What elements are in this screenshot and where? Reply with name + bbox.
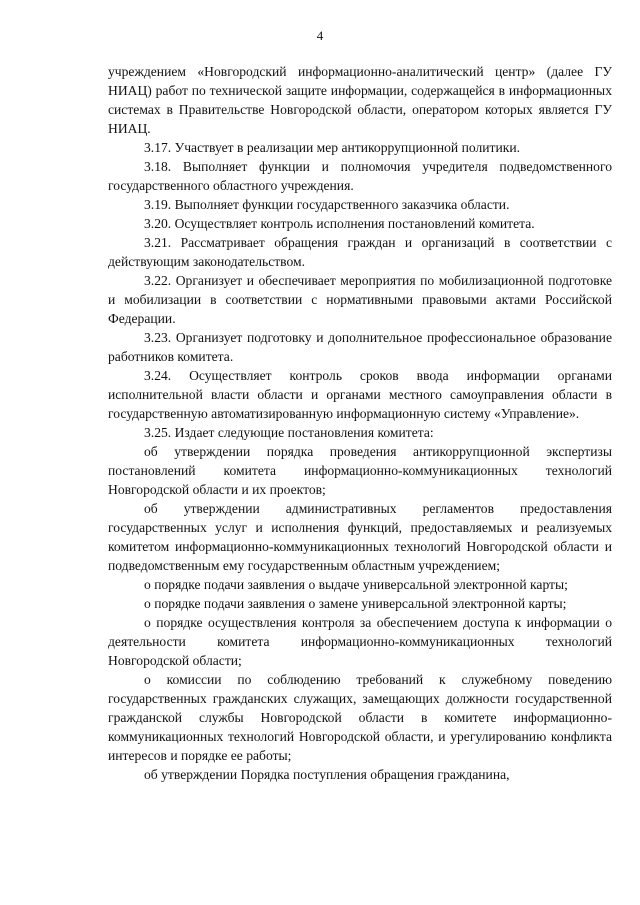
- paragraph-3-22: 3.22. Организует и обеспечивает мероприятия по мобилизационной подготовке и мобилизации в соответствии с нормативными правовыми актами Российской Федерации.: [108, 273, 612, 326]
- paragraph-3-19: 3.19. Выполняет функции государственного заказчика области.: [144, 197, 510, 212]
- list-item-card-replacement: о порядке подачи заявления о замене универсальной электронной карты;: [144, 596, 567, 611]
- list-item-card-issue: о порядке подачи заявления о выдаче универсальной электронной карты;: [144, 577, 568, 592]
- paragraph-3-23: 3.23. Организует подготовку и дополнительное профессиональное образование работников комитета.: [108, 330, 612, 364]
- page-number: 4: [316, 28, 324, 43]
- document-body: [108, 62, 612, 784]
- paragraph-3-25: 3.25. Издает следующие постановления комитета:: [144, 425, 434, 440]
- paragraph-3-17: 3.17. Участвует в реализации мер антикоррупционной политики.: [144, 140, 521, 155]
- list-item-information-access-control: о порядке осуществления контроля за обеспечением доступа к информации о деятельности комитета информационно-коммуникационных технологий Новгородской области;: [108, 615, 612, 668]
- list-item-conduct-commission: о комиссии по соблюдению требований к служебному поведению государственных гражданских служащих, замещающих должности государственной гражданской службы Новгородской области в комитете информационно-коммуникационных технологий Новгородской области, и урегулированию конфликта интересов и порядке ее работы;: [108, 672, 612, 763]
- list-item-citizen-appeals: об утверждении Порядка поступления обращения гражданина,: [144, 767, 510, 782]
- list-item-administrative-regulations: об утверждении административных регламентов предоставления государственных услуг и исполнения функций, предоставляемых и реализуемых комитетом информационно-коммуникационных технологий Новгородской области и подведомственным ему государственным областным учреждением;: [108, 501, 612, 573]
- list-item-anticorruption-expertise: об утверждении порядка проведения антикоррупционной экспертизы постановлений комитета информационно-коммуникационных технологий Новгородской области и их проектов;: [108, 444, 612, 497]
- paragraph-3-20: 3.20. Осуществляет контроль исполнения постановлений комитета.: [144, 216, 535, 231]
- paragraph-3-21: 3.21. Рассматривает обращения граждан и организаций в соответствии с действующим законодательством.: [108, 235, 612, 269]
- paragraph-continuation: учреждением «Новгородский информационно-аналитический центр» (далее ГУ НИАЦ) работ по технической защите информации, содержащейся в информационных системах в Правительстве Новгородской области, оператором которых является ГУ НИАЦ.: [108, 64, 612, 136]
- paragraph-3-24: 3.24. Осуществляет контроль сроков ввода информации органами исполнительной власти области и органами местного самоуправления области в государственную автоматизированную информационную систему «Управление».: [108, 368, 612, 421]
- paragraph-3-18: 3.18. Выполняет функции и полномочия учредителя подведомственного государственного областного учреждения.: [108, 159, 612, 193]
